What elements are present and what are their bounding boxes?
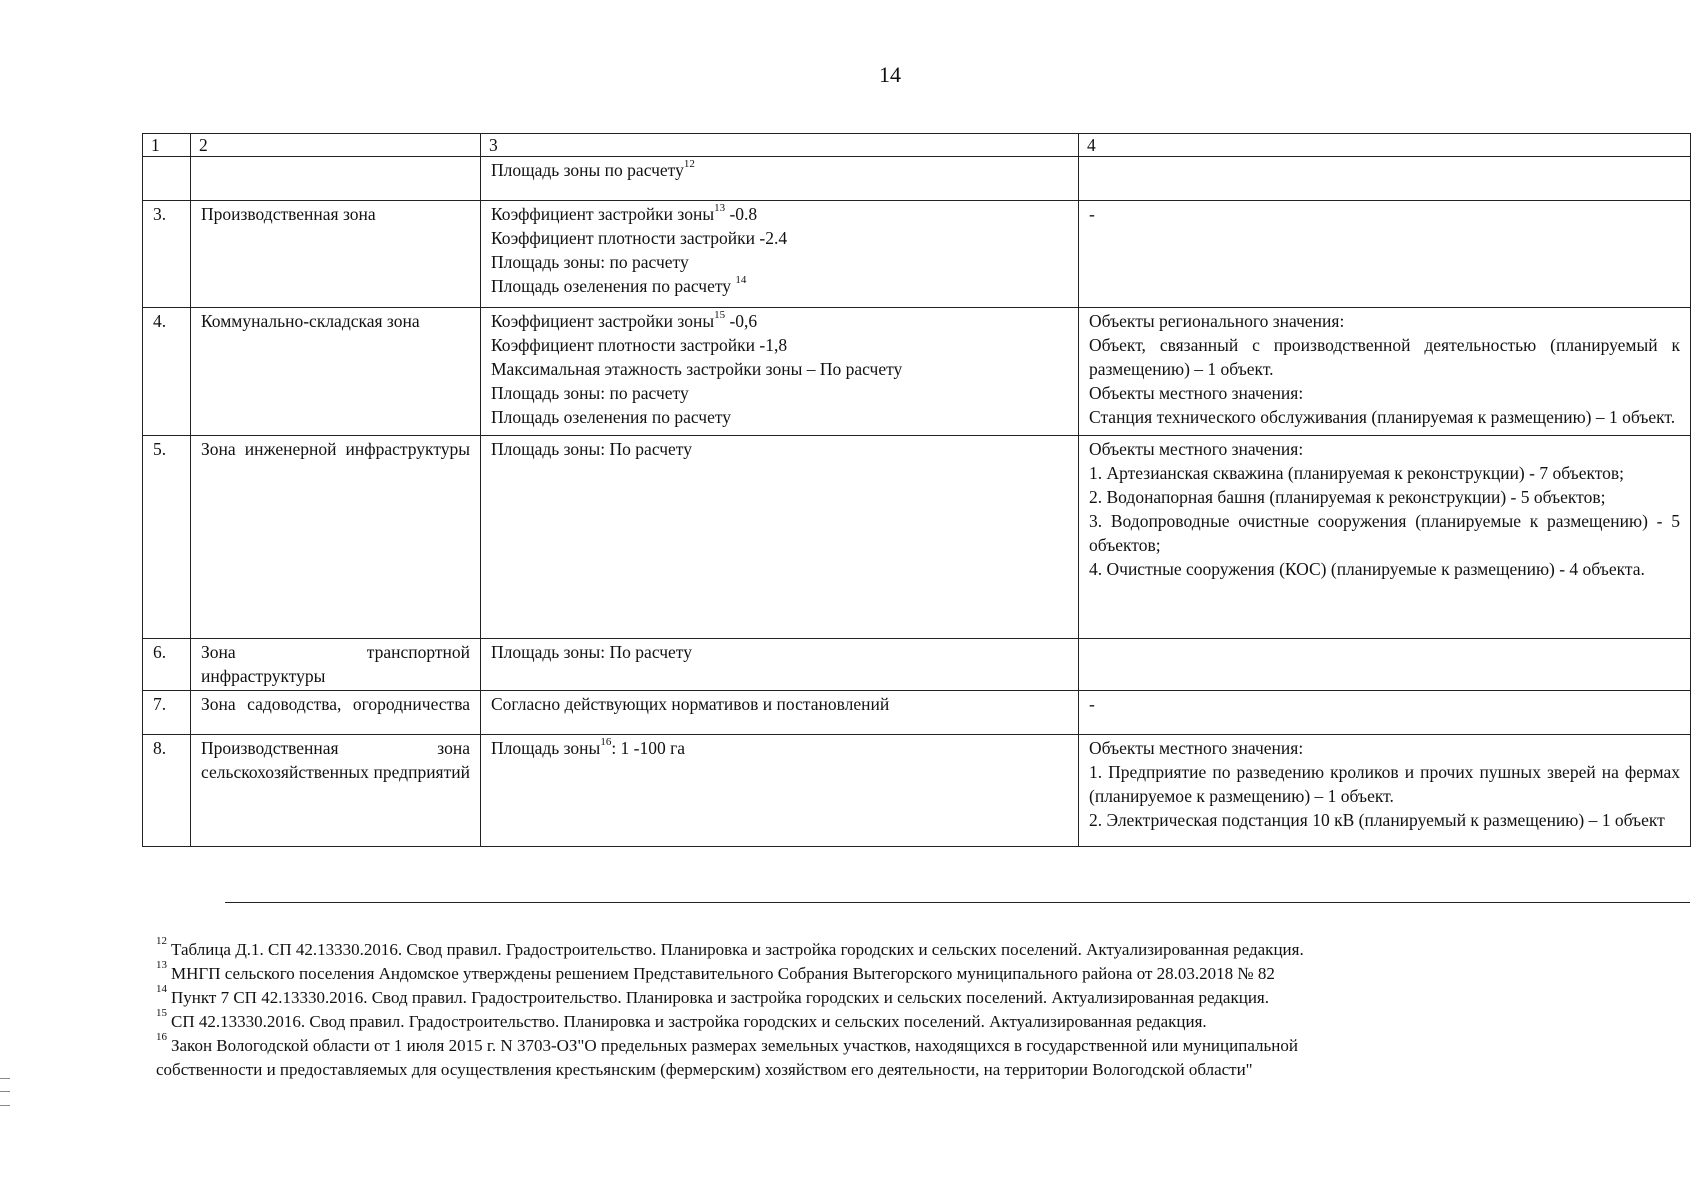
row-number-cell: 3. xyxy=(143,201,191,308)
row-number-cell: 5. xyxy=(143,436,191,639)
parameter-line: Коэффициент плотности застройки -1,8 xyxy=(491,335,788,355)
planned-objects-cell xyxy=(1079,308,1691,436)
table-row xyxy=(143,201,1691,308)
footnote-ref: 16 xyxy=(600,736,612,749)
object-line: 1. Предприятие по разведению кроликов и прочих пушных зверей на фермах (планируемое к размещению) – 1 объект. xyxy=(1089,762,1680,806)
object-line: 2. Электрическая подстанция 10 кВ (планируемый к размещению) – 1 объект xyxy=(1089,810,1665,830)
parameter-line: Согласно действующих нормативов и постановлений xyxy=(491,694,890,714)
zone-name-cell: Коммунально-складская зона xyxy=(191,308,481,436)
object-line: - xyxy=(1089,204,1095,224)
zone-parameters-cell xyxy=(481,691,1079,735)
zone-name-cell: Зона садоводства, огородничества xyxy=(191,691,481,735)
footnote-number: 15 xyxy=(156,1007,167,1020)
zone-name-cell: Производственная зона xyxy=(191,201,481,308)
object-line: - xyxy=(1089,694,1095,714)
footnote-line: собственности и предоставляемых для осуществления крестьянским (фермерским) хозяйством его деятельности, на территории Вологодской области" xyxy=(156,1060,1253,1079)
parameter-line: Площадь зоны: по расчету xyxy=(491,383,689,403)
parameter-line: Максимальная этажность застройки зоны – По расчету xyxy=(491,359,903,379)
parameter-line: Коэффициент застройки зоны$^{13}$ -0.8 xyxy=(491,202,758,224)
footnote-number: 16 xyxy=(156,1031,167,1044)
page-number: 14 xyxy=(879,62,901,87)
parameter-line: Площадь зоны$^{16}$: 1 -100 га xyxy=(491,736,686,758)
zones-table xyxy=(142,133,1691,847)
object-line: Объекты местного значения: xyxy=(1089,439,1304,459)
parameter-line: Площадь зоны: По расчету xyxy=(491,439,692,459)
zone-name-cell: Зона инженерной инфраструктуры xyxy=(191,436,481,639)
object-line: Объекты местного значения: xyxy=(1089,738,1304,758)
planned-objects-cell xyxy=(1079,735,1691,847)
parameter-line: Площадь озеленения по расчету $^{14}$ xyxy=(491,274,747,296)
zone-parameters-cell xyxy=(481,201,1079,308)
parameter-line: Коэффициент плотности застройки -2.4 xyxy=(491,228,788,248)
row-number-cell: 4. xyxy=(143,308,191,436)
parameter-line: Площадь зоны: По расчету xyxy=(491,642,692,662)
object-line: Объекты регионального значения: xyxy=(1089,311,1345,331)
footnotes xyxy=(156,935,1656,1082)
table-row xyxy=(143,639,1691,691)
planned-objects-cell xyxy=(1079,639,1691,691)
parameter-line: Площадь зоны: по расчету xyxy=(491,252,689,272)
row-number-cell: 7. xyxy=(143,691,191,735)
object-line: 3. Водопроводные очистные сооружения (планируемые к размещению) - 5 объектов; xyxy=(1089,511,1680,555)
planned-objects-cell xyxy=(1079,691,1691,735)
parameter-line: Площадь зоны по расчету$^{12}$ xyxy=(491,158,695,180)
footnote-separator xyxy=(225,902,1690,903)
object-line: 1. Артезианская скважина (планируемая к реконструкции) - 7 объектов; xyxy=(1089,463,1625,483)
footnote-number: 12 xyxy=(156,935,167,948)
footnote-ref: 12 xyxy=(683,158,695,171)
footnote-ref: 15 xyxy=(714,309,726,322)
table-header-row xyxy=(143,134,1691,157)
planned-objects-cell xyxy=(1079,157,1691,201)
parameter-line: Коэффициент застройки зоны$^{15}$ -0,6 xyxy=(491,309,758,331)
object-line: Объекты местного значения: xyxy=(1089,383,1304,403)
table-row xyxy=(143,308,1691,436)
footnote-line: $^{16}$ Закон Вологодской области от 1 июля 2015 г. N 3703-ОЗ"О предельных размерах земельных участков, находящихся в государственной или муниципальной xyxy=(156,1031,1298,1055)
header-cell: 4 xyxy=(1079,134,1691,157)
scan-edge-mark xyxy=(0,1078,10,1106)
footnote-ref: 14 xyxy=(735,274,747,287)
zone-parameters-cell xyxy=(481,436,1079,639)
footnote-line: $^{12}$ Таблица Д.1. СП 42.13330.2016. Свод правил. Градостроительство. Планировка и застройка городских и сельских поселений. Актуализированная редакция. xyxy=(156,935,1304,959)
footnote-number: 13 xyxy=(156,959,167,972)
header-cell: 2 xyxy=(191,134,481,157)
row-number-cell: 6. xyxy=(143,639,191,691)
zone-parameters-cell xyxy=(481,735,1079,847)
zone-parameters-cell xyxy=(481,157,1079,201)
table-row xyxy=(143,735,1691,847)
zone-parameters-cell xyxy=(481,308,1079,436)
planned-objects-cell xyxy=(1079,436,1691,639)
footnote-line: $^{13}$ МНГП сельского поселения Андомское утверждены решением Представительного Собрания Вытегорского муниципального района от 28.03.2018 № 82 xyxy=(156,959,1275,983)
zone-parameters-cell xyxy=(481,639,1079,691)
row-number-cell: 8. xyxy=(143,735,191,847)
zone-name-cell xyxy=(191,157,481,201)
footnote-ref: 13 xyxy=(714,202,726,215)
footnote-number: 14 xyxy=(156,983,167,996)
parameter-line: Площадь озеленения по расчету xyxy=(491,407,732,427)
table-row xyxy=(143,157,1691,201)
zone-name-cell: Зона транспортной инфраструктуры xyxy=(191,639,481,691)
header-cell: 3 xyxy=(481,134,1079,157)
object-line: 4. Очистные сооружения (КОС) (планируемые к размещению) - 4 объекта. xyxy=(1089,559,1645,579)
row-number-cell xyxy=(143,157,191,201)
zone-name-cell: Производственная зона сельскохозяйственных предприятий xyxy=(191,735,481,847)
object-line: Объект, связанный с производственной деятельностью (планируемый к размещению) – 1 объект. xyxy=(1089,335,1680,379)
footnote-line: $^{14}$ Пункт 7 СП 42.13330.2016. Свод правил. Градостроительство. Планировка и застройка городских и сельских поселений. Актуализированная редакция. xyxy=(156,983,1269,1007)
footnote-line: $^{15}$ СП 42.13330.2016. Свод правил. Градостроительство. Планировка и застройка городских и сельских поселений. Актуализированная редакция. xyxy=(156,1007,1207,1031)
table-row xyxy=(143,691,1691,735)
table-row xyxy=(143,436,1691,639)
object-line: 2. Водонапорная башня (планируемая к реконструкции) - 5 объектов; xyxy=(1089,487,1606,507)
planned-objects-cell xyxy=(1079,201,1691,308)
object-line: Станция технического обслуживания (планируемая к размещению) – 1 объект. xyxy=(1089,407,1676,427)
header-cell: 1 xyxy=(143,134,191,157)
